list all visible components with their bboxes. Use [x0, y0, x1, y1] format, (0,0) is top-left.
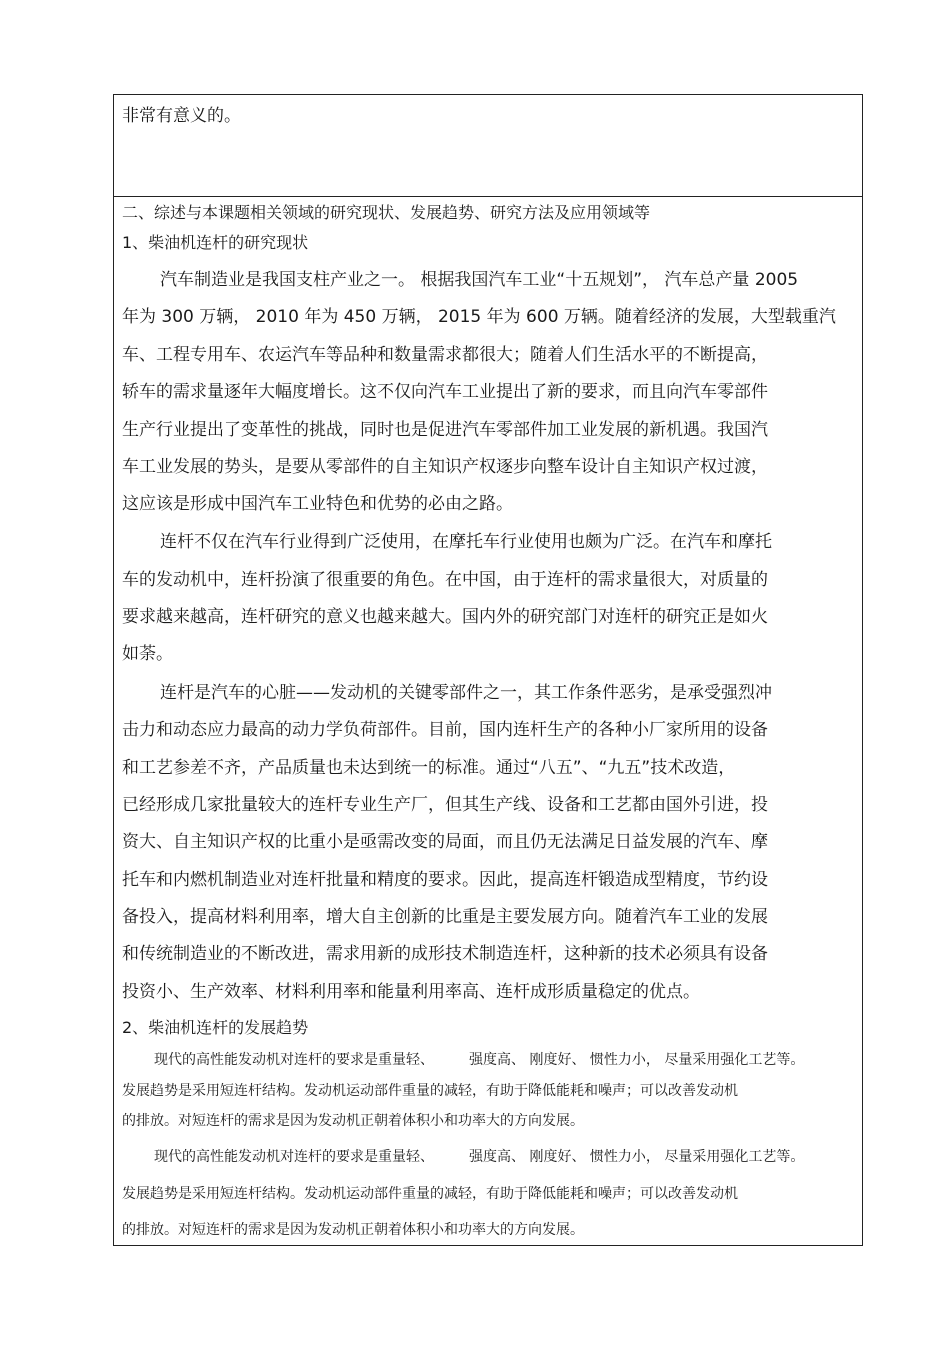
paragraph-line: 的排放。对短连杆的需求是因为发动机正朝着体积小和功率大的方向发展。 [122, 1222, 584, 1238]
paragraph-line: 资大、自主知识产权的比重小是亟需改变的局面，而且仍无法满足日益发展的汽车、摩 [122, 832, 768, 852]
paragraph-line: 轿车的需求量逐年大幅度增长。这不仅向汽车工业提出了新的要求，而且向汽车零部件 [122, 382, 768, 402]
paragraph-line: 的排放。对短连杆的需求是因为发动机正朝着体积小和功率大的方向发展。 [122, 1113, 584, 1129]
paragraph-line: 和工艺参差不齐，产品质量也未达到统一的标准。通过“八五”、“九五”技术改造， [122, 758, 736, 778]
paragraph-line: 现代的高性能发动机对连杆的要求是重量轻、 强度高、 刚度好、 惯性力小， 尽量采用强化工艺等。 [154, 1149, 805, 1165]
paragraph-line: 已经形成几家批量较大的连杆专业生产厂，但其生产线、设备和工艺都由国外引进，投 [122, 795, 768, 815]
paragraph-line: 车工业发展的势头，是要从零部件的自主知识产权逐步向整车设计自主知识产权过渡， [122, 457, 768, 477]
paragraph-line: 击力和动态应力最高的动力学负荷部件。目前，国内连杆生产的各种小厂家所用的设备 [122, 720, 768, 740]
paragraph-line: 这应该是形成中国汽车工业特色和优势的必由之路。 [122, 494, 513, 514]
paragraph-line: 托车和内燃机制造业对连杆批量和精度的要求。因此，提高连杆锻造成型精度，节约设 [122, 870, 768, 890]
paragraph-line: 连杆不仅在汽车行业得到广泛使用，在摩托车行业使用也颇为广泛。在汽车和摩托 [160, 532, 772, 552]
section2-title: 二、综述与本课题相关领域的研究现状、发展趋势、研究方法及应用领域等 [122, 203, 651, 222]
section-divider [113, 196, 863, 197]
paragraph-line: 发展趋势是采用短连杆结构。发动机运动部件重量的减轻，有助于降低能耗和噪声；可以改善发动机 [122, 1186, 738, 1202]
paragraph-line: 年为 300 万辆， 2010 年为 450 万辆， 2015 年为 600 万辆。随着经济的发展，大型载重汽 [122, 307, 836, 327]
sub2-heading: 2、柴油机连杆的发展趋势 [122, 1018, 309, 1037]
paragraph-line: 发展趋势是采用短连杆结构。发动机运动部件重量的减轻，有助于降低能耗和噪声；可以改善发动机 [122, 1083, 738, 1099]
paragraph-line: 连杆是汽车的心脏——发动机的关键零部件之一，其工作条件恶劣，是承受强烈冲 [160, 683, 772, 703]
paragraph-line: 投资小、生产效率、材料利用率和能量利用率高、连杆成形质量稳定的优点。 [122, 982, 700, 1002]
paragraph-line: 汽车制造业是我国支柱产业之一。 根据我国汽车工业“十五规划”， 汽车总产量 2005 [160, 270, 799, 290]
paragraph-line: 车的发动机中，连杆扮演了很重要的角色。在中国，由于连杆的需求量很大，对质量的 [122, 570, 768, 590]
paragraph-line: 现代的高性能发动机对连杆的要求是重量轻、 强度高、 刚度好、 惯性力小， 尽量采用强化工艺等。 [154, 1052, 805, 1068]
paragraph-line: 车、工程专用车、农运汽车等品种和数量需求都很大；随着人们生活水平的不断提高， [122, 345, 768, 365]
paragraph-line: 备投入，提高材料利用率，增大自主创新的比重是主要发展方向。随着汽车工业的发展 [122, 907, 768, 927]
paragraph-line: 生产行业提出了变革性的挑战，同时也是促进汽车零部件加工业发展的新机遇。我国汽 [122, 420, 768, 440]
paragraph-line: 要求越来越高，连杆研究的意义也越来越大。国内外的研究部门对连杆的研究正是如火 [122, 607, 768, 627]
paragraph-line: 如荼。 [122, 644, 173, 664]
paragraph-line: 和传统制造业的不断改进，需求用新的成形技术制造连杆，这种新的技术必须具有设备 [122, 944, 768, 964]
top-closing-line: 非常有意义的。 [122, 106, 241, 126]
sub1-heading: 1、柴油机连杆的研究现状 [122, 233, 309, 252]
